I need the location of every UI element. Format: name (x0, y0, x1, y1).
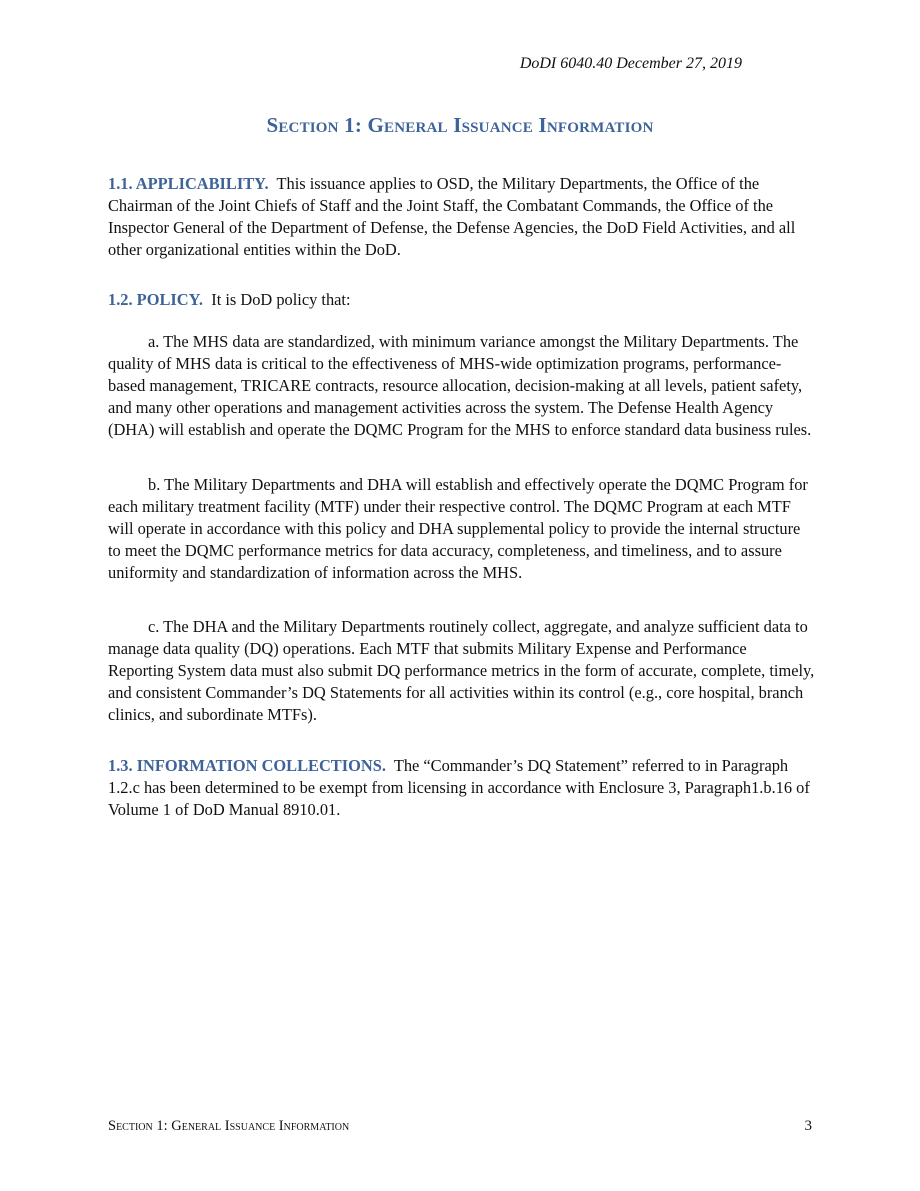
information-collections-heading: 1.3. INFORMATION COLLECTIONS. (108, 756, 386, 775)
policy-subparagraph-b (108, 474, 816, 584)
paragraph-information-collections (108, 755, 816, 821)
applicability-heading: 1.1. APPLICABILITY. (108, 174, 269, 193)
policy-subparagraph-c (108, 616, 816, 726)
footer-page-number: 3 (804, 1118, 812, 1134)
policy-b-text: b. The Military Departments and DHA will establish and effectively operate the DQMC Program for each military treatment facility (MTF) under their respective control. The DQMC Program at each MTF will operate in accordance with this policy and DHA supplemental policy to provide the internal structure to meet the DQMC performance metrics for data accuracy, completeness, and timeliness, and to assure uniformity and standardization of information across the MHS. (108, 475, 808, 582)
policy-subparagraph-a (108, 331, 816, 441)
paragraph-applicability (108, 173, 816, 261)
paragraph-policy (108, 289, 816, 311)
footer-section-label: Section 1: General Issuance Information (108, 1118, 350, 1134)
policy-heading: 1.2. POLICY. (108, 290, 204, 309)
information-collections-text: The “Commander’s DQ Statement” referred to in Paragraph 1.2.c has been determined to be exempt from licensing in accordance with Enclosure 3, Paragraph1.b.16 of Volume 1 of DoD Manual 8910.01. (108, 756, 810, 819)
applicability-text: This issuance applies to OSD, the Military Departments, the Office of the Chairman of the Joint Chiefs of Staff and the Joint Staff, the Combatant Commands, the Office of the Inspector General of the Department of Defense, the Defense Agencies, the DoD Field Activities, and all other organizational entities within the DoD. (108, 174, 796, 259)
section-title: Section 1: General Issuance Information (266, 113, 654, 137)
policy-a-text: a. The MHS data are standardized, with minimum variance amongst the Military Departments. The quality of MHS data is critical to the effectiveness of MHS-wide optimization programs, performance-based management, TRICARE contracts, resource allocation, decision-making at all levels, patient safety, and many other operations and management activities across the system. The Defense Health Agency (DHA) will establish and operate the DQMC Program for the MHS to enforce standard data business rules. (108, 332, 812, 439)
policy-c-text: c. The DHA and the Military Departments routinely collect, aggregate, and analyze sufficient data to manage data quality (DQ) operations. Each MTF that submits Military Expense and Performance Reporting System data must also submit DQ performance metrics in the form of accurate, complete, timely, and consistent Commander’s DQ Statements for all activities within its control (e.g., core hospital, branch clinics, and subordinate MTFs). (108, 617, 815, 724)
document-id-header: DoDI 6040.40 December 27, 2019 (519, 55, 742, 72)
policy-intro-text: It is DoD policy that: (211, 290, 351, 309)
